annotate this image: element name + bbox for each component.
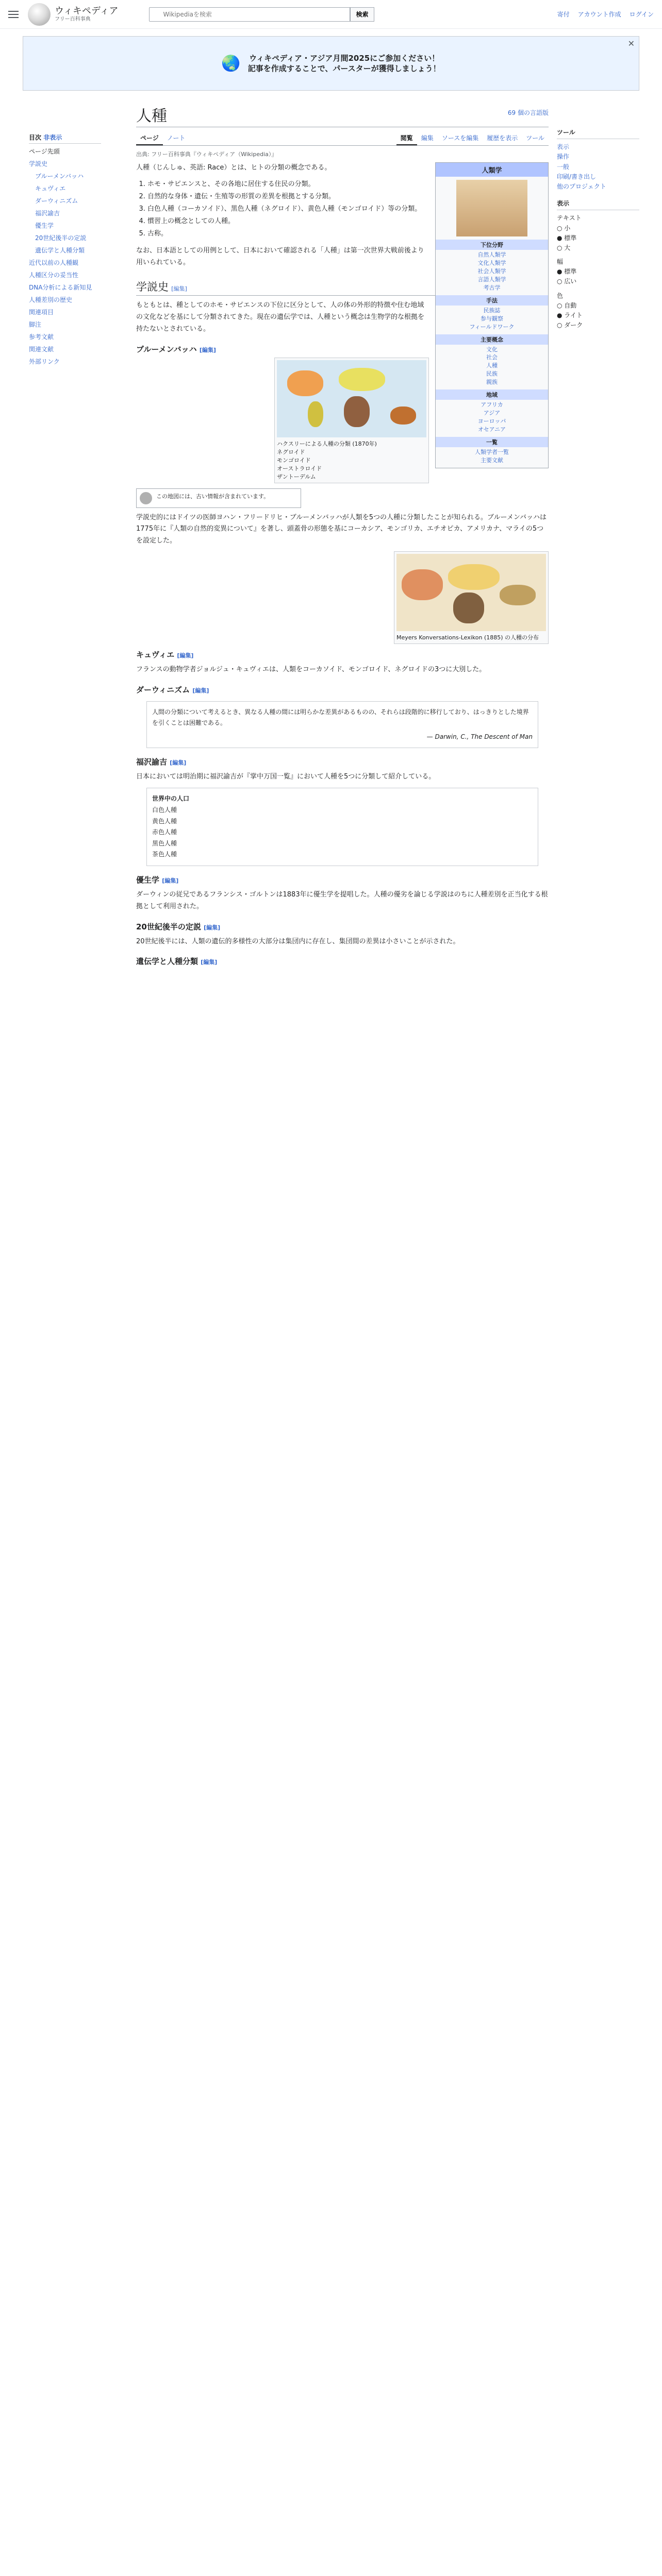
infobox-group: 地域 (436, 389, 548, 400)
language-selector[interactable]: 69 個の言語版 (507, 109, 549, 116)
banner-text[interactable] (248, 53, 441, 74)
radio-text-large[interactable]: ○ 大 (557, 244, 571, 251)
toc-item[interactable]: 脚注 (29, 321, 42, 328)
infobox-image[interactable] (456, 180, 527, 236)
subsection-heading: ブルーメンバッハ [編集] (136, 344, 216, 354)
infobox-link[interactable]: フィールドワーク (469, 323, 515, 330)
tab-read[interactable]: 閲覧 (396, 131, 417, 145)
close-icon[interactable]: ✕ (627, 39, 635, 48)
tab-talk[interactable]: ノート (167, 134, 186, 142)
toc-item[interactable]: DNA分析による新知見 (29, 284, 92, 291)
search-button[interactable]: 検索 (350, 7, 374, 22)
subsection-heading: ダーウィニズム [編集] (136, 685, 209, 694)
infobox-title: 人類学 (436, 163, 548, 177)
campaign-banner (23, 36, 639, 91)
infobox-group: 一覧 (436, 437, 548, 447)
list-item: 茶色人種 (152, 851, 177, 858)
tab-edit-source[interactable]: ソースを編集 (441, 134, 479, 142)
paragraph: ダーウィンの従兄であるフランシス・ゴルトンは1883年に優生学を提唱した。人種の優劣を論じる学説はのちに人種差別を正当化する根拠として利用された。 (136, 891, 548, 910)
infobox-link[interactable]: 言語人類学 (477, 276, 506, 283)
tools-panel (557, 128, 639, 330)
world-map-image[interactable] (396, 554, 546, 631)
intro-paragraph: 人種（じんしゅ、英語: Race）とは、ヒトの分類の概念である。 (136, 164, 332, 172)
edit-link[interactable]: [編集] (199, 346, 216, 353)
page-title: 人種 (136, 103, 549, 127)
infobox (435, 162, 549, 468)
text-size-label: テキスト (557, 214, 582, 222)
toc-item[interactable]: 近代以前の人種観 (29, 259, 79, 266)
infobox-group: 下位分野 (436, 240, 548, 250)
toc-item[interactable]: ページ先頭 (29, 148, 60, 155)
infobox-link[interactable]: 社会 (486, 354, 498, 361)
toc-toggle[interactable]: 非表示 (43, 134, 62, 141)
infobox-link[interactable]: 参与観察 (481, 315, 503, 322)
toc-item[interactable]: 20世紀後半の定説 (35, 234, 87, 242)
subsection-heading: キュヴィエ [編集] (136, 650, 194, 659)
toc (29, 128, 101, 369)
radio-text-small[interactable]: ○ 小 (557, 224, 571, 232)
infobox-link[interactable]: アフリカ (481, 401, 503, 409)
infobox-link[interactable]: アジア (483, 410, 501, 417)
list-item: 黒色人種 (152, 839, 177, 847)
list-item: 2. 自然的な身体・遺伝・生殖等の形質の差異を根拠とする分類。 (147, 191, 549, 203)
infobox-link[interactable]: 民族誌 (483, 307, 501, 314)
box-title: 世界中の人口 (152, 795, 190, 803)
donate-link[interactable]: 寄付 (557, 11, 570, 18)
infobox-link[interactable]: 社会人類学 (477, 267, 506, 275)
radio-text-standard[interactable]: ● 標準 (557, 234, 577, 242)
toc-item[interactable]: 人種区分の妥当性 (29, 272, 79, 279)
wordmark-text: ウィキペディア (55, 6, 119, 17)
edit-link[interactable]: [編集] (162, 877, 179, 885)
paragraph: なお、日本語としての用例として、日本において確認される「人種」は第一次世界大戦前後より用いられている。 (136, 246, 424, 266)
tools-item[interactable]: 表示 (557, 143, 570, 151)
globe-icon: 🌏 (221, 54, 241, 73)
from-line: 出典: フリー百科事典『ウィキペディア（Wikipedia）』 (136, 151, 277, 158)
legend-item: ネグロイド (277, 448, 305, 455)
tab-history[interactable]: 履歴を表示 (487, 134, 518, 142)
info-icon (140, 492, 152, 504)
radio-color-dark[interactable]: ○ ダーク (557, 321, 583, 329)
list-item: 3. 白色人種（コーカソイド）、黒色人種（ネグロイド）、黄色人種（モンゴロイド）等の分類。 (147, 203, 549, 215)
toc-item[interactable]: 優生学 (35, 222, 54, 229)
infobox-link[interactable]: 主要文献 (481, 456, 503, 464)
legend-item: オーストラロイド (277, 465, 322, 472)
paragraph: フランスの動物学者ジョルジュ・キュヴィエは、人類をコーカソイド、モンゴロイド、ネグロイドの3つに大別した。 (136, 665, 486, 673)
paragraph: 20世紀後半には、人類の遺伝的多様性の大部分は集団内に存在し、集団間の差異は小さいことが示された。 (136, 937, 460, 945)
infobox-link[interactable]: ヨーロッパ (477, 418, 506, 425)
tagline: フリー百科事典 (55, 16, 91, 22)
infobox-link[interactable]: 考古学 (483, 284, 501, 291)
tab-tools[interactable]: ツール (526, 134, 544, 142)
toc-item[interactable]: 人種差別の歴史 (29, 296, 73, 303)
site-header (0, 0, 662, 29)
banner-line2: 記事を作成することで、パースターが獲得しましょう！ (247, 64, 441, 73)
edit-link[interactable]: [編集] (171, 285, 187, 293)
tools-item[interactable]: 印刷/書き出し (557, 173, 597, 180)
search-form (149, 7, 374, 22)
wordmark[interactable] (55, 6, 118, 22)
subsection-heading: 福沢諭吉 [編集] (136, 757, 187, 767)
list-item: 1. ホモ・サピエンスと、その各地に居住する住民の分類。 (147, 178, 549, 191)
banner-line1: ウィキペディア・アジア月間2025にご参加ください！ (249, 53, 440, 63)
blockquote (146, 701, 538, 748)
toc-item[interactable]: 福沢諭吉 (35, 210, 60, 217)
toc-item[interactable]: 参考文献 (29, 333, 54, 341)
toc-item[interactable]: ブルーメンバッハ (35, 173, 84, 180)
infobox-link[interactable]: オセアニア (477, 426, 506, 433)
legend-item: ザントーデルム (277, 473, 316, 480)
quote-text: 人間の分類について考えるとき、異なる人種の間には明らかな差異があるものの、それらは段階的に移行しており、はっきりとした境界を引くことは困難である。 (152, 708, 529, 726)
toc-item[interactable]: 外部リンク (29, 358, 60, 365)
tools-item[interactable]: 他のプロジェクト (557, 182, 606, 190)
notice-text: この地図には、古い情報が含まれています。 (156, 493, 270, 500)
figure-race-map-meyers (394, 551, 549, 644)
tools-item[interactable]: 一般 (557, 163, 570, 171)
radio-color-light[interactable]: ● ライト (557, 312, 583, 319)
radio-color-auto[interactable]: ○ 自動 (557, 301, 577, 309)
infobox-group: 手法 (436, 295, 548, 306)
infobox-link[interactable]: 自然人類学 (477, 251, 506, 258)
figure-race-map-huxley (274, 358, 429, 483)
notice-box (136, 488, 301, 508)
width-label: 幅 (557, 258, 564, 266)
create-account-link[interactable]: アカウント作成 (577, 11, 621, 18)
legend-item: モンゴロイド (277, 456, 311, 464)
quoted-box (146, 788, 538, 866)
toc-item[interactable]: キュヴィエ (35, 185, 66, 192)
list-item: 4. 慣習上の概念としての人種。 (147, 215, 549, 228)
list-item: 赤色人種 (152, 828, 177, 836)
page-tabs (136, 131, 549, 146)
section-heading: 学説史 [編集] (136, 279, 549, 296)
tab-edit[interactable]: 編集 (421, 134, 434, 142)
infobox-group: 主要概念 (436, 334, 548, 345)
tools-item[interactable]: 操作 (557, 153, 570, 161)
toc-item[interactable]: 関連項目 (29, 309, 54, 316)
figure-caption: Meyers Konversations-Lexikon (1885) の人種の分布 (396, 634, 539, 641)
infobox-link[interactable]: 文化人類学 (477, 259, 506, 266)
subsection-heading: 遺伝学と人種分類 [編集] (136, 957, 218, 967)
appearance-heading: 表示 (557, 199, 639, 210)
toc-item[interactable]: 遺伝学と人種分類 (35, 247, 85, 254)
infobox-link[interactable]: 人種 (486, 362, 498, 369)
edit-link[interactable]: [編集] (204, 924, 221, 931)
subsection-heading: 優生学 [編集] (136, 875, 179, 885)
list-item: 黄色人種 (152, 817, 177, 825)
tab-page[interactable]: ページ (136, 131, 163, 145)
infobox-link[interactable]: 民族 (486, 370, 498, 378)
infobox-link[interactable]: 親族 (486, 379, 498, 386)
tools-heading: ツール (557, 128, 639, 139)
paragraph: 日本においては明治期に福沢諭吉が『掌中万国一覧』において人種を5つに分類して紹介している。 (136, 772, 436, 781)
article (136, 103, 549, 970)
toc-item[interactable]: 関連文献 (29, 346, 54, 353)
menu-icon[interactable] (8, 11, 19, 18)
edit-link[interactable]: [編集] (201, 959, 218, 966)
top-links (557, 10, 654, 19)
edit-link[interactable]: [編集] (177, 652, 194, 659)
radio-width-standard[interactable]: ● 標準 (557, 268, 577, 276)
login-link[interactable]: ログイン (629, 11, 654, 18)
wikipedia-logo[interactable] (28, 3, 51, 26)
quote-source: — Darwin, C., The Descent of Man (426, 733, 533, 740)
world-map-image[interactable] (277, 360, 426, 437)
infobox-link[interactable]: 人類学者一覧 (475, 448, 509, 455)
figure-caption: ハクスリーによる人種の分類 (1870年) (277, 440, 377, 447)
toc-item[interactable]: 学説史 (29, 160, 48, 167)
radio-width-wide[interactable]: ○ 広い (557, 278, 577, 285)
subsection-heading: 20世紀後半の定説 [編集] (136, 922, 221, 931)
toc-heading: 目次 非表示 (29, 133, 101, 144)
color-label: 色 (557, 292, 564, 299)
paragraph: 学説史的にはドイツの医師ヨハン・フリードリヒ・ブルーメンバッハが人類を5つの人種に分類したことが知られる。ブルーメンバッハは1775年に『人類の自然的変異について』を著し、頭蓋骨の形態を基にコーカシア、モンゴリカ、エチオピカ、アメリカナ、マライの5つを設定した。 (136, 513, 547, 545)
edit-link[interactable]: [編集] (170, 759, 187, 766)
infobox-link[interactable]: 文化 (486, 346, 498, 353)
edit-link[interactable]: [編集] (192, 687, 209, 694)
list-item: 5. 古称。 (147, 228, 549, 240)
paragraph: もともとは、種としてのホモ・サピエンスの下位に区分として、人の体の外形的特徴や住む地域の文化などを基にして分類されてきた。現在の遺伝学では、人種という概念は生物学的な根拠を持たないとされている。 (136, 301, 425, 333)
list-item: 白色人種 (152, 806, 177, 814)
toc-item[interactable]: ダーウィニズム (35, 197, 78, 205)
search-input[interactable] (149, 7, 350, 22)
